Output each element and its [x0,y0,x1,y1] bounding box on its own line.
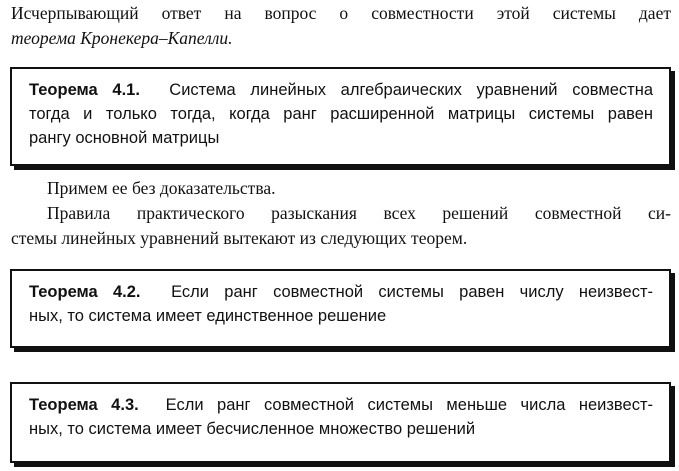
theorem-4-2-text [12,271,669,328]
theorem-4-1-line-1-text: Система линейных алгебраических уравнений совместна [169,81,654,99]
theorem-4-1-line-1 [29,78,653,102]
paragraph-no-proof-text: Примем ее без доказательства. [47,178,276,198]
paragraph-rules-line-1: Правила практического разыскания всех решений совместной си- [47,203,671,223]
theorem-4-2-label: Теорема 4.2. [29,283,141,301]
theorem-4-3-line-1-text: Если ранг совместной системы меньше числа неизвест- [165,396,653,414]
theorem-4-3-line-1 [29,393,653,417]
theorem-4-2-box [10,269,671,348]
paragraph-no-proof [11,176,671,201]
theorem-4-1-text [12,69,669,150]
paragraph-rules [11,201,671,251]
theorem-4-2-line-1 [29,280,653,304]
theorem-4-3-line-2: ных, то система имеет бесчисленное множество решений [29,420,476,438]
theorem-4-2-line-1-text: Если ранг совместной системы равен числу неизвест- [171,283,653,301]
theorem-4-2-line-2: ных, то система имеет единственное решение [29,307,387,325]
intro-theorem-name: теорема Кронекера–Капелли. [11,28,233,48]
theorem-4-3-box [10,382,671,463]
intro-line-1: Исчерпывающий ответ на вопрос о совместности этой системы дает [11,3,671,23]
theorem-4-1-line-2: тогда и только тогда, когда ранг расширенной матрицы системы равен [29,105,653,123]
theorem-4-1-line-3: рангу основной матрицы [29,129,220,147]
paragraph-rules-line-2: стемы линейных уравнений вытекают из следующих теорем. [11,228,468,248]
theorem-4-3-label: Теорема 4.3. [29,396,139,414]
theorem-4-1-label: Теорема 4.1. [29,81,140,99]
theorem-4-1-box [10,67,671,166]
theorem-4-3-text [12,384,669,441]
intro-paragraph [11,1,671,51]
